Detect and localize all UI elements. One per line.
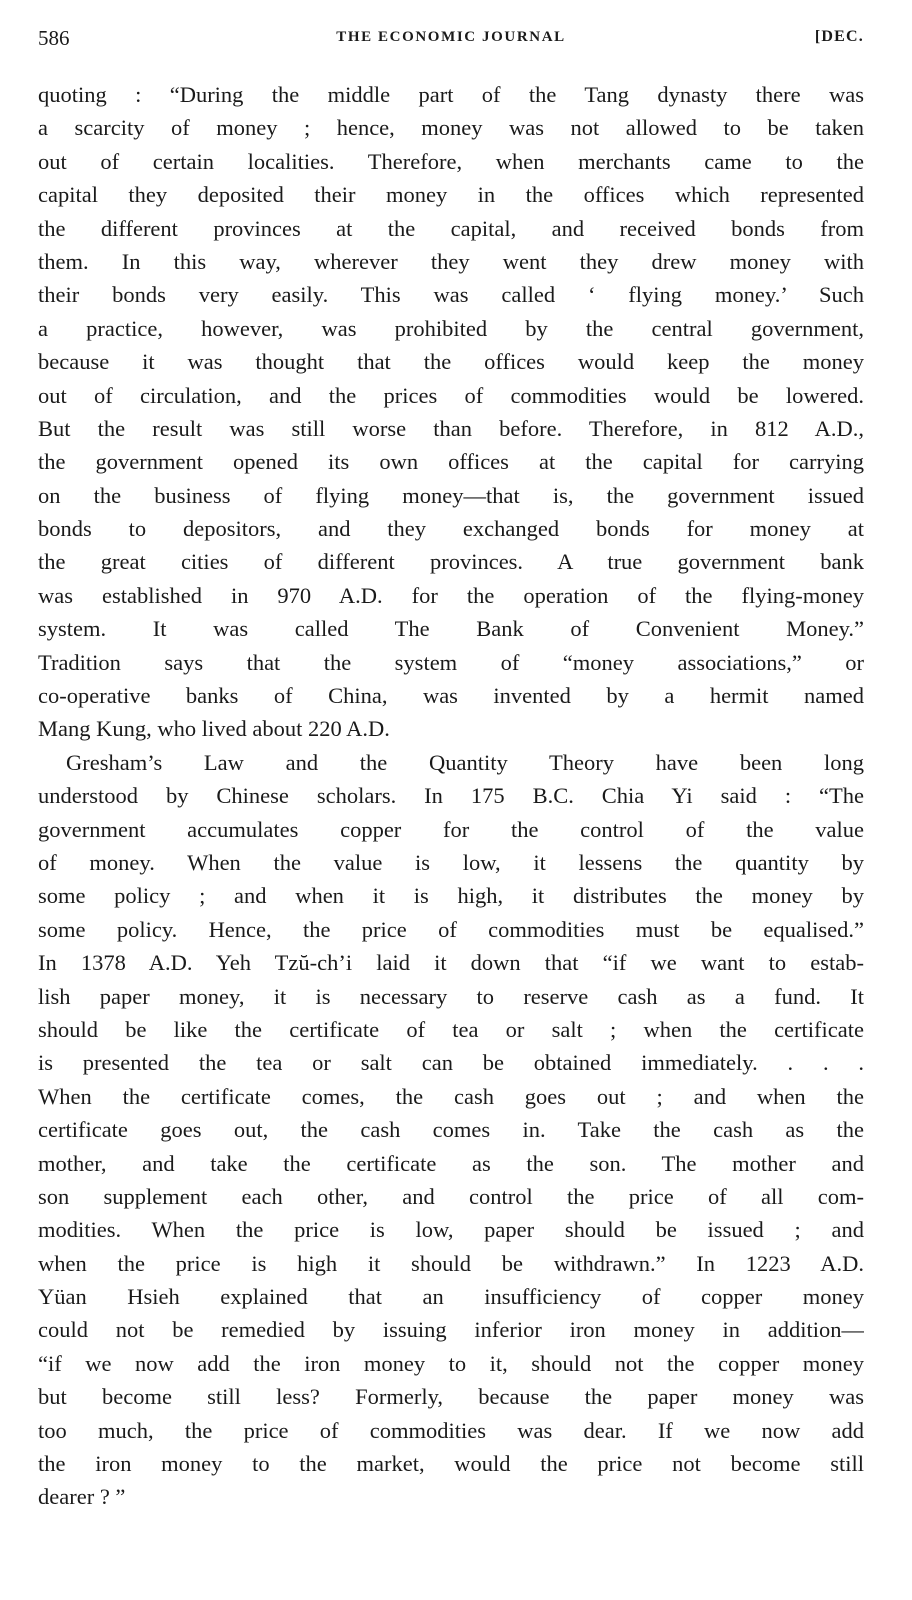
text-line: lish paper money, it is necessary to reserve cash as a fund. It xyxy=(38,983,864,1009)
running-head: THE ECONOMIC JOURNAL xyxy=(336,29,566,45)
text-line: bonds to depositors, and they exchanged bonds for money at xyxy=(38,516,864,542)
text-line: the different provinces at the capital, and received bonds from xyxy=(38,215,864,241)
text-line: When the certificate comes, the cash goes out ; and when the xyxy=(38,1083,864,1109)
text-line: some policy. Hence, the price of commodities must be equalised.” xyxy=(38,916,864,942)
text-line: quoting : “During the middle part of the Tang dynasty there was xyxy=(38,82,864,107)
text-line: understood by Chinese scholars. In 175 B.C. Chia Yi said : “The xyxy=(38,783,864,809)
paragraph-2 xyxy=(38,746,864,1514)
text-line: out of circulation, and the prices of commodities would be lowered. xyxy=(38,382,864,408)
text-line: mother, and take the certificate as the son. The mother and xyxy=(38,1150,864,1176)
article-body xyxy=(38,78,864,1514)
text-line: them. In this way, wherever they went they drew money with xyxy=(38,248,864,274)
text-line: too much, the price of commodities was dear. If we now add xyxy=(38,1417,864,1443)
text-line: their bonds very easily. This was called ‘ flying money.’ Such xyxy=(38,282,864,308)
text-line: was established in 970 A.D. for the operation of the flying-money xyxy=(38,582,864,608)
text-line: a scarcity of money ; hence, money was not allowed to be taken xyxy=(38,115,864,141)
text-line: of money. When the value is low, it lessens the quantity by xyxy=(38,849,864,875)
text-line: should be like the certificate of tea or salt ; when the certificate xyxy=(38,1016,864,1042)
text-line: but become still less? Formerly, because the paper money was xyxy=(38,1384,864,1410)
text-line: because it was thought that the offices would keep the money xyxy=(38,349,864,375)
text-line: Mang Kung, who lived about 220 A.D. xyxy=(38,716,390,742)
text-line: Yüan Hsieh explained that an insufficiency of copper money xyxy=(38,1284,864,1310)
text-line: on the business of flying money—that is, the government issued xyxy=(38,482,864,508)
text-line: out of certain localities. Therefore, when merchants came to the xyxy=(38,148,864,174)
text-line: could not be remedied by issuing inferior iron money in addition— xyxy=(38,1317,864,1343)
text-line: “if we now add the iron money to it, should not the copper money xyxy=(38,1350,864,1376)
text-line: In 1378 A.D. Yeh Tzŭ-ch’i laid it down that “if we want to estab- xyxy=(38,950,864,976)
text-line: Tradition says that the system of “money associations,” or xyxy=(38,649,864,675)
issue-mark: [DEC. xyxy=(814,28,864,45)
text-line: some policy ; and when it is high, it distributes the money by xyxy=(38,883,864,909)
text-line: But the result was still worse than before. Therefore, in 812 A.D., xyxy=(38,415,864,441)
text-line: is presented the tea or salt can be obtained immediately. . . . xyxy=(38,1050,864,1076)
text-line: son supplement each other, and control the price of all com- xyxy=(38,1183,864,1209)
text-line: a practice, however, was prohibited by the central government, xyxy=(38,315,864,341)
page-number: 586 xyxy=(38,26,70,50)
paragraph-1 xyxy=(38,78,864,746)
text-line: system. It was called The Bank of Convenient Money.” xyxy=(38,616,864,642)
text-line: the government opened its own offices at the capital for carrying xyxy=(38,449,864,475)
text-line: modities. When the price is low, paper should be issued ; and xyxy=(38,1217,864,1243)
text-line: capital they deposited their money in the offices which represented xyxy=(38,182,864,208)
text-line: the great cities of different provinces. A true government bank xyxy=(38,549,864,575)
text-line: the iron money to the market, would the price not become still xyxy=(38,1451,864,1477)
text-line: co-operative banks of China, was invented by a hermit named xyxy=(38,683,864,709)
text-line: certificate goes out, the cash comes in. Take the cash as the xyxy=(38,1117,864,1143)
text-line: government accumulates copper for the control of the value xyxy=(38,816,864,842)
text-line: Gresham’s Law and the Quantity Theory have been long xyxy=(66,749,864,775)
text-line: dearer ? ” xyxy=(38,1484,126,1510)
text-line: when the price is high it should be withdrawn.” In 1223 A.D. xyxy=(38,1250,864,1276)
page-header xyxy=(38,26,864,56)
